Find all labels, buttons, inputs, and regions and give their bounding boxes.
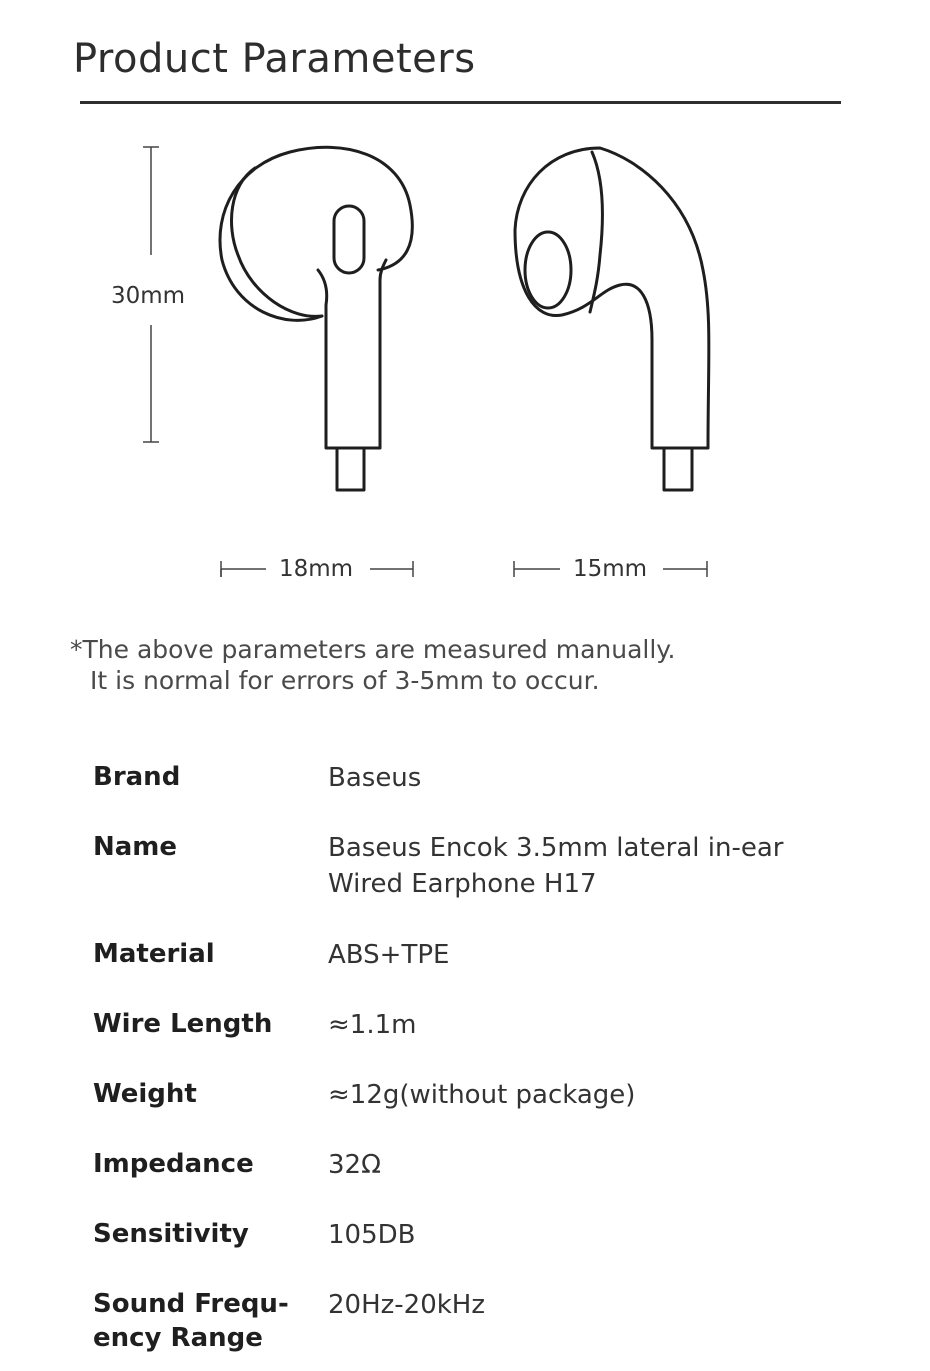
height-dimension-label: 30mm [111,283,186,309]
spec-label: Weight [93,1079,197,1109]
title-divider [80,101,841,104]
spec-label: Brand [93,762,181,792]
spec-label: Impedance [93,1149,254,1179]
spec-value: Baseus [328,763,422,793]
spec-label: Wire Length [93,1009,273,1039]
measurement-note [70,634,675,696]
page-title: Product Parameters [73,36,476,82]
spec-value: Baseus Encok 3.5mm lateral in-ear Wired Earphone H17 [328,833,784,899]
spec-value: ABS+TPE [328,940,450,970]
measurement-note-line-1: *The above parameters are measured manually. [70,635,676,664]
spec-label: Sensitivity [93,1219,249,1249]
earphone-dimension-drawing [0,130,930,600]
side-width-dimension-label: 15mm [573,556,648,582]
spec-value: 20Hz-20kHz [328,1290,486,1320]
spec-label: Sound Frequ-ency Range [93,1289,289,1353]
spec-value: ≈12g(without package) [328,1080,636,1110]
spec-value: 105DB [328,1220,416,1250]
earphone-front-view [220,147,412,490]
measurement-note-line-2: It is normal for errors of 3-5mm to occur. [90,666,600,695]
spec-value: ≈1.1m [328,1010,417,1040]
earphone-side-view [515,148,709,490]
spec-label: Name [93,832,178,862]
spec-value: 32Ω [328,1150,381,1180]
spec-label: Material [93,939,215,969]
front-width-dimension-label: 18mm [279,556,354,582]
